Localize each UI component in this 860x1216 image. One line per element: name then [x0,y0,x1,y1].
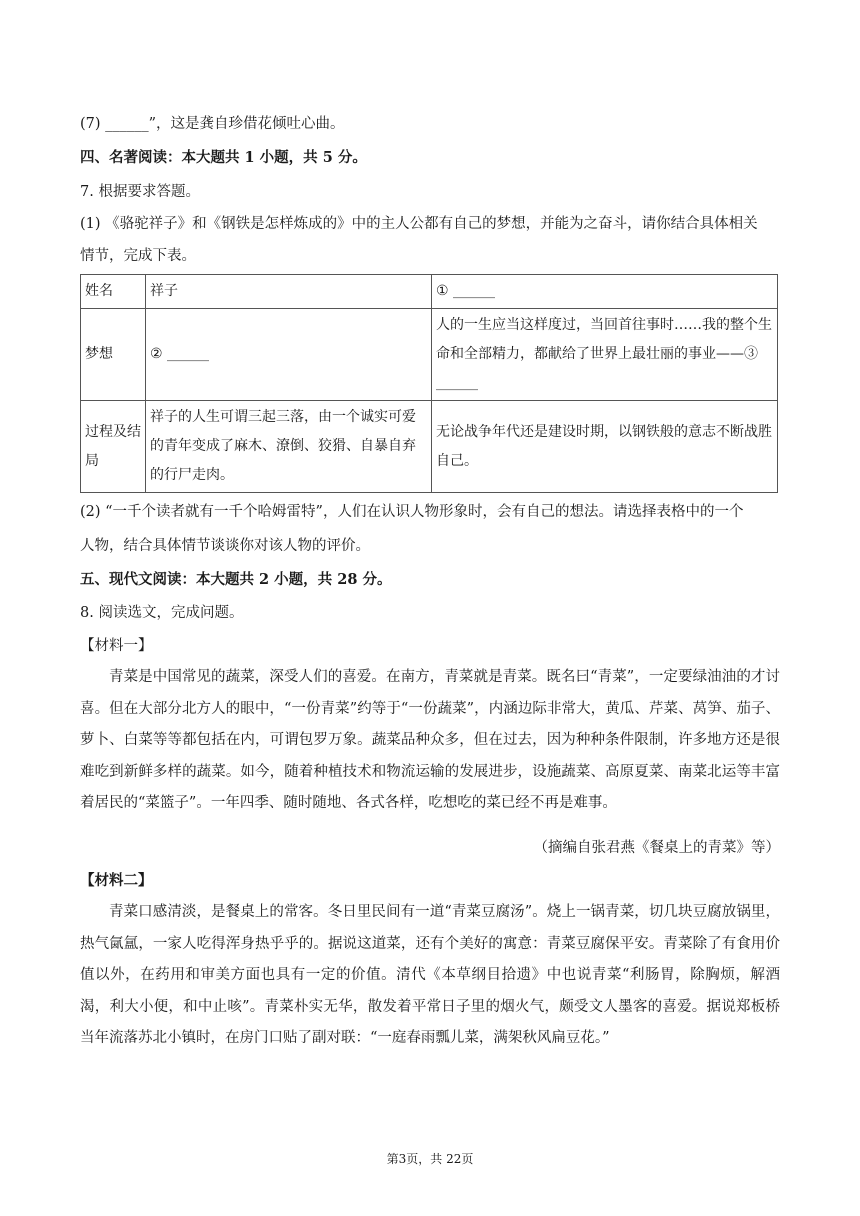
table-cell: 人的一生应当这样度过，当回首往事时……我的整个生命和全部精力，都献给了世界上最壮丽的事业——③ ______ [432,309,778,401]
table-cell: 姓名 [81,275,146,309]
section-4-heading: 四、名著阅读：本大题共 1 小题，共 5 分。 [80,149,367,166]
question-7-2-line-2: 人物，结合具体情节谈谈你对该人物的评价。 [80,538,370,554]
table-cell: ② ______ [146,309,432,401]
table-cell: 祥子的人生可谓三起三落，由一个诚实可爱的青年变成了麻木、潦倒、狡猾、自暴自弃的行尸走肉。 [146,401,432,493]
table-row [81,309,778,401]
question-7-2-line-1: (2) “一千个读者就有一千个哈姆雷特”，人们在认识人物形象时，会有自己的想法。请选择表格中的一个 [80,504,744,520]
question-7-item-line: (7) ______”，这是龚自珍借花倾吐心曲。 [80,116,345,132]
character-table [80,274,778,493]
table-cell: 过程及结局 [81,401,146,493]
material-2-text: 青菜口感清淡，是餐桌上的常客。冬日里民间有一道“青菜豆腐汤”。烧上一锅青菜，切几块豆腐放锅里，热气氤氲，一家人吃得浑身热乎乎的。据说这道菜，还有个美好的寓意：青菜豆腐保平安。青菜除了有食用价值以外，在药用和审美方面也具有一定的价值。清代《本草纲目拾遗》中也说青菜“利肠胃，除胸烦，解酒渴，利大小便，和中止咳”。青菜朴实无华，散发着平常日子里的烟火气，颇受文人墨客的喜爱。据说郑板桥当年流落苏北小镇时，在房门口贴了副对联：“一庭春雨瓢儿菜，满架秋风扁豆花。” [80,904,780,1046]
material-1-heading: 【材料一】 [80,638,153,654]
material-1-text: 青菜是中国常见的蔬菜，深受人们的喜爱。在南方，青菜就是青菜。既名曰“青菜”，一定要绿油油的才讨喜。但在大部分北方人的眼中，“一份青菜”约等于“一份蔬菜”，内涵边际非常大，黄瓜、芹菜、莴笋、茄子、萝卜、白菜等等都包括在内，可谓包罗万象。蔬菜品种众多，但在过去，因为种种条件限制，许多地方还是很难吃到新鲜多样的蔬菜。如今，随着种植技术和物流运输的发展进步，设施蔬菜、高原夏菜、南菜北运等丰富着居民的“菜篮子”。一年四季、随时随地、各式各样，吃想吃的菜已经不再是难事。 [80,669,780,811]
table-row [81,275,778,309]
question-7-title: 7. 根据要求答题。 [80,184,200,200]
table-cell: 无论战争年代还是建设时期，以钢铁般的意志不断战胜自己。 [432,401,778,493]
section-5-heading: 五、现代文阅读：本大题共 2 小题，共 28 分。 [80,571,392,588]
question-8-title: 8. 阅读选文，完成问题。 [80,605,244,621]
question-7-1-line-2: 情节，完成下表。 [80,248,196,264]
question-7-1-line-1: (1) 《骆驼祥子》和《钢铁是怎样炼成的》中的主人公都有自己的梦想，并能为之奋斗，请你结合具体相关 [80,216,758,232]
table-cell: 祥子 [146,275,432,309]
material-2-heading: 【材料二】 [80,872,153,889]
material-1-source: （摘编自张君燕《餐桌上的青菜》等） [533,840,780,856]
page-footer: 第3页，共 22页 [386,1152,474,1166]
table-cell: 梦想 [81,309,146,401]
table-row [81,401,778,493]
table-cell: ① ______ [432,275,778,309]
